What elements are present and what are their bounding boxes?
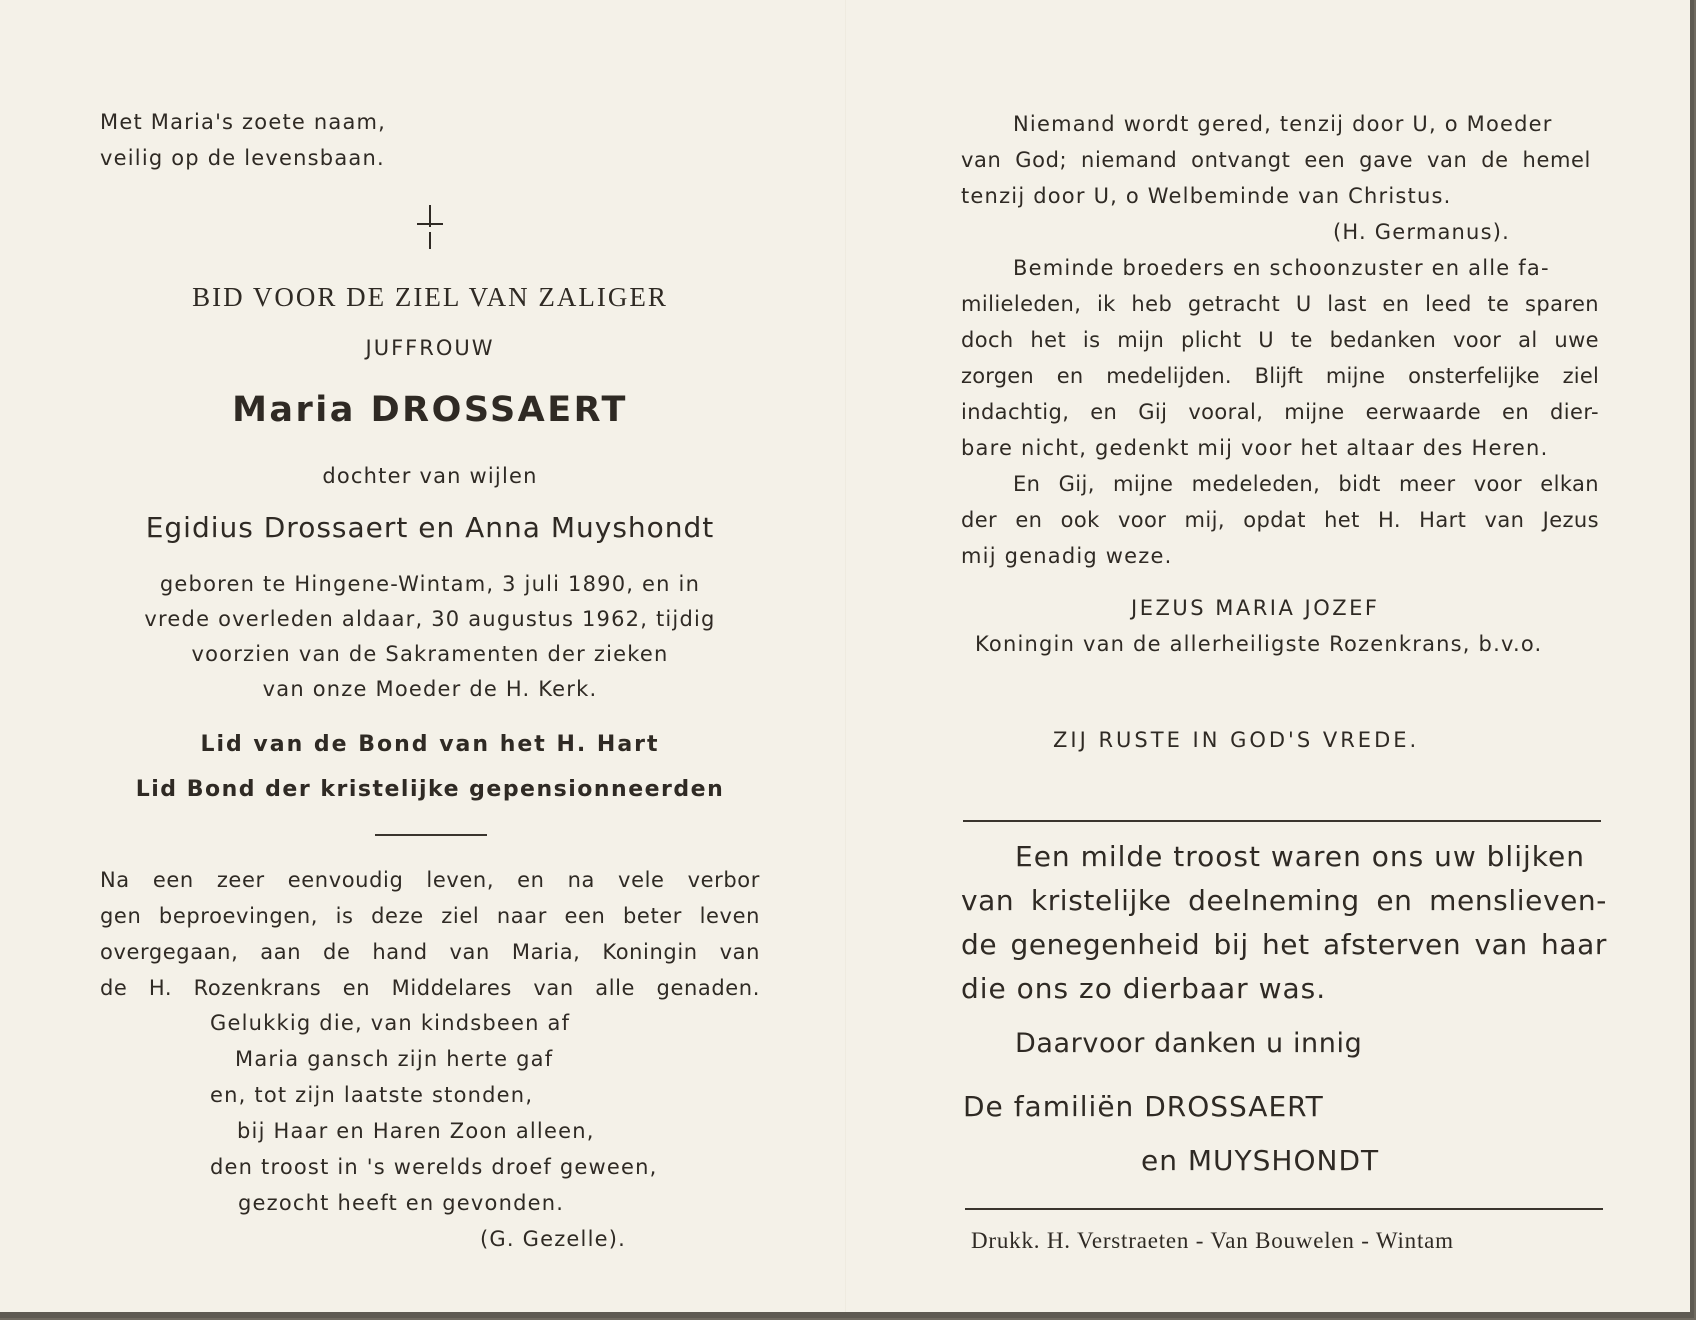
bio-line: geboren te Hingene-Wintam, 3 juli 1890, en in <box>159 572 701 596</box>
message-line: zorgen en medelijden. Blijft mijne onsterfelijke ziel <box>961 364 1599 388</box>
divider-top <box>963 820 1601 822</box>
rest-in-peace: ZIJ RUSTE IN GOD'S VREDE. <box>1053 728 1420 752</box>
poem-line: den troost in 's werelds droef geween, <box>210 1155 658 1179</box>
right-panel <box>955 0 1605 1312</box>
thanks-close: Daarvoor danken u innig <box>1015 1028 1363 1059</box>
thanks-line: die ons zo dierbaar was. <box>961 972 1327 1005</box>
quote-line: van God; niemand ontvangt een gave van de hemel <box>961 148 1591 172</box>
thanks-line: van kristelijke deelneming en menslieven- <box>961 884 1607 917</box>
card-fold <box>845 0 847 1312</box>
message-line: milieleden, ik heb getracht U last en leed te sparen <box>961 292 1599 316</box>
bio-line: voorzien van de Sakramenten der zieken <box>191 642 669 666</box>
poem-line: Gelukkig die, van kindsbeen af <box>210 1011 571 1035</box>
life-para-line: Na een zeer eenvoudig leven, en na vele verbor <box>100 868 760 892</box>
quote-line: Niemand wordt gered, tenzij door U, o Moeder <box>1013 112 1553 136</box>
pray-for-heading: BID VOOR DE ZIEL VAN ZALIGER <box>192 282 668 312</box>
deceased-name: Maria DROSSAERT <box>232 390 628 430</box>
rosary-queen: Koningin van de allerheiligste Rozenkrans, b.v.o. <box>975 632 1543 656</box>
thanks-line: Een milde troost waren ons uw blijken <box>1015 840 1585 873</box>
parents-names: Egidius Drossaert en Anna Muyshondt <box>145 511 715 544</box>
invocation: JEZUS MARIA JOZEF <box>1131 596 1380 620</box>
message-line: doch het is mijn plicht U te bedanken voor al uwe <box>961 328 1599 352</box>
quote-author: (H. Germanus). <box>1333 220 1510 244</box>
intro-line-2: veilig op de levensbaan. <box>100 146 385 170</box>
life-para-line: gen beproevingen, is deze ziel naar een beter leven <box>100 904 760 928</box>
title-juffrouw: JUFFROUW <box>365 336 495 360</box>
quote-line: tenzij door U, o Welbeminde van Christus. <box>961 184 1452 208</box>
poem-line: Maria gansch zijn herte gaf <box>235 1047 554 1071</box>
family-line-2: en MUYSHONDT <box>1141 1144 1380 1177</box>
poem-line: gezocht heeft en gevonden. <box>238 1191 565 1215</box>
poem-line: bij Haar en Haren Zoon alleen, <box>237 1119 595 1143</box>
printer-credit: Drukk. H. Verstraeten - Van Bouwelen - Wintam <box>971 1228 1454 1253</box>
message-line: indachtig, en Gij vooral, mijne eerwaarde en dier- <box>961 400 1599 424</box>
bio-line: van onze Moeder de H. Kerk. <box>262 677 598 701</box>
divider-bottom <box>965 1208 1603 1210</box>
message-line: Beminde broeders en schoonzuster en alle fa- <box>1013 256 1550 280</box>
message-line: der en ook voor mij, opdat het H. Hart van Jezus <box>961 508 1599 532</box>
message-line: bare nicht, gedenkt mij voor het altaar des Heren. <box>961 436 1549 460</box>
bio-line: vrede overleden aldaar, 30 augustus 1962, tijdig <box>144 607 716 631</box>
poem-author: (G. Gezelle). <box>480 1227 627 1251</box>
life-para-line: de H. Rozenkrans en Middelares van alle genaden. <box>100 976 760 1000</box>
life-para-line: overgegaan, aan de hand van Maria, Koningin van <box>100 940 760 964</box>
cross-icon <box>417 205 443 249</box>
membership-1: Lid van de Bond van het H. Hart <box>200 732 660 757</box>
family-line-1: De familiën DROSSAERT <box>963 1090 1324 1123</box>
intro-line-1: Met Maria's zoete naam, <box>100 110 387 134</box>
left-panel <box>90 0 770 1312</box>
thanks-line: de genegenheid bij het afsterven van haar <box>961 928 1607 961</box>
divider <box>375 834 487 836</box>
membership-2: Lid Bond der kristelijke gepensionneerden <box>135 777 725 802</box>
poem-line: en, tot zijn laatste stonden, <box>210 1083 534 1107</box>
message-line: mij genadig weze. <box>961 544 1173 568</box>
daughter-of: dochter van wijlen <box>322 464 538 488</box>
message-line: En Gij, mijne medeleden, bidt meer voor elkan <box>1013 472 1599 496</box>
